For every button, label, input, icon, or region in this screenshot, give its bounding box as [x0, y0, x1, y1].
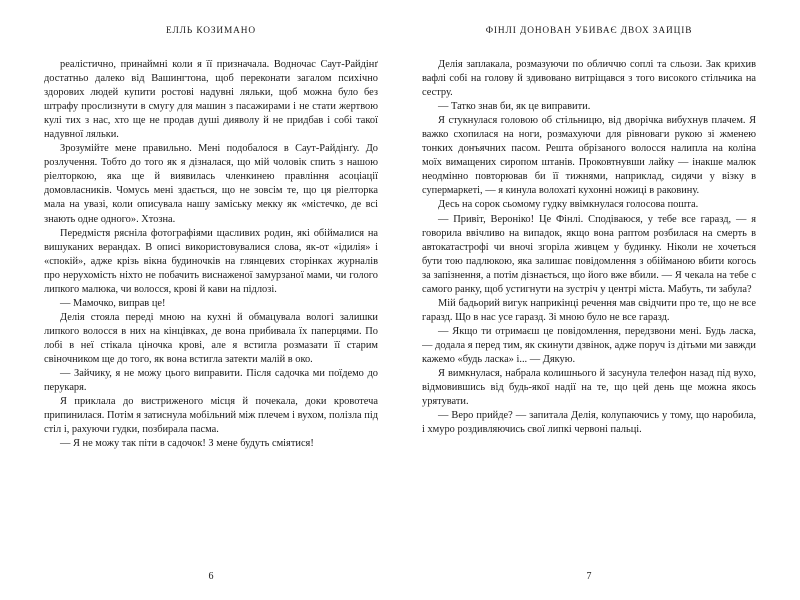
paragraph: Десь на сорок сьомому гудку ввімкнулася голосова пошта.: [438, 199, 699, 211]
paragraph: Делія заплакала, розмазуючи по обличчю соплі та сльози. Зак крихив вафлі собі на голову й здивовано витріщався з того високого стільчика на сестру.: [422, 59, 756, 99]
right-running-head: ФІНЛІ ДОНОВАН УБИВАЄ ДВОХ ЗАЙЦІВ: [485, 26, 693, 36]
paragraph: Я стукнулася головою об стільницю, від дворічка вибухнув плачем. Я важко схопилася на ноги, розмахуючи для рівноваги рукою зі жменею тонких донъячних пасом. Решта обрізаного волосся налипла на коліна моїх вимащених сиропом штанів. Проковтнувши лайку — інакше малюк неодмінно повторював би її тижнями, наприклад, сидячи у візку в супермаркеті, — я кинула волохаті кухонні ножиці в раковину.: [422, 115, 756, 197]
paragraph: — Мамочко, виправ це!: [60, 297, 166, 309]
paragraph: Передмістя рясніла фотографіями щасливих родин, які обіймалися на вишуканих верандах. В описі використовувалися слова, як-от «ідилія» і «спокій», адже крізь вікна будиночків на глянцевих сторінках журналів про нерухомість ніхто не побачить виснаженої замурзаної мами, чи голого липкого малюка, чи волосся, крові й кави на підлозі.: [44, 227, 378, 295]
paragraph: — Привіт, Вероніко! Це Фінлі. Сподіваюся, у тебе все гаразд, — я говорила ввічливо на випадок, якщо вона раптом розбилася на смерть в автокатастрофі чи вночі згоріла живцем у будинку. Ніколи не хочеться бути тою падлюкою, яка залишає повідомлення з обійманою вбити когось за запізнення, а потім дізнається, що його вже вбили. — Я чекала на тебе с самого ранку, щоб устигнути на зустріч у центрі міста. Мабуть, ти забула?: [422, 213, 756, 295]
paragraph: Делія стояла переді мною на кухні й обмацувала вологі залишки липкого волосся в них на кінцівках, де вона прибивала їх паперцями. По лобі в неї стікала ціночка крові, але я встигла розмазати її старим свіночником ще до того, як вона встигла затекти малій в око.: [44, 311, 378, 365]
paragraph: — Веро прийде? — запитала Делія, колупаючись у тому, що наробила, і хмуро роздивляючись свої липкі червоні пальці.: [422, 410, 756, 436]
paragraph: реалістично, принаймні коли я її призначала. Водночас Саут-Райдінґ достатньо далеко від Вашингтона, щоб переконати загалом психічно здорових людей купити ростові надувні ляльки, щоб можна було без штрафу прослизнути в смугу для машин з пасажирами і не стати жертвою кулі тих з нас, хто ще не продав душі дияволу й не придбав і собі такої надувної ляльки.: [44, 59, 378, 141]
left-page-number: 6: [208, 571, 214, 582]
right-body-text: [422, 58, 756, 561]
right-page: [400, 0, 800, 600]
right-page-number: 7: [586, 571, 592, 582]
paragraph: — Зайчику, я не можу цього виправити. Після садочка ми поїдемо до перукаря.: [44, 368, 378, 394]
paragraph: Я вимкнулася, набрала колишнього й засунула телефон назад під вухо, відмовившись від будь-якої надії на те, що цей день ще можна якось урятувати.: [422, 368, 756, 408]
paragraph: — Якщо ти отримаєш це повідомлення, передзвони мені. Будь ласка, — додала я перед тим, як скинути дзвінок, адже поруч із дітьми ми завжди кажемо «будь ласка» і... — Дякую.: [422, 325, 756, 365]
left-running-head: ЕЛЛЬ КОЗИМАНО: [166, 26, 256, 36]
paragraph: Я приклала до вистриженого місця й почекала, доки кровотеча припинилася. Потім я затиснула мобільний між плечем і вухом, полізла під стіл і, рахуючи гудки, позбирала пасма.: [44, 396, 378, 436]
paragraph: — Татко знав би, як це виправити.: [438, 101, 591, 113]
left-body-text: [44, 58, 378, 561]
paragraph: — Я не можу так піти в садочок! З мене будуть сміятися!: [60, 438, 314, 450]
paragraph: Мій бадьорий вигук наприкінці речення мав свідчити про те, що не все гаразд. Що в нас усе гаразд. Зі мною було не все гаразд.: [422, 297, 756, 323]
paragraph: Зрозумійте мене правильно. Мені подобалося в Саут-Райдінґу. До розлучення. Тобто до того як я дізналася, що мій чоловік спить з нашою ріелторкою, яка ще й виявилась членкинею правління асоціації домовласників. Чомусь мені здається, що не зовсім те, що ця ріелторка мала на увазі, коли описувала нашу заміську мекку як «містечко, де всі знають одне одного». Хтозна.: [44, 143, 378, 225]
